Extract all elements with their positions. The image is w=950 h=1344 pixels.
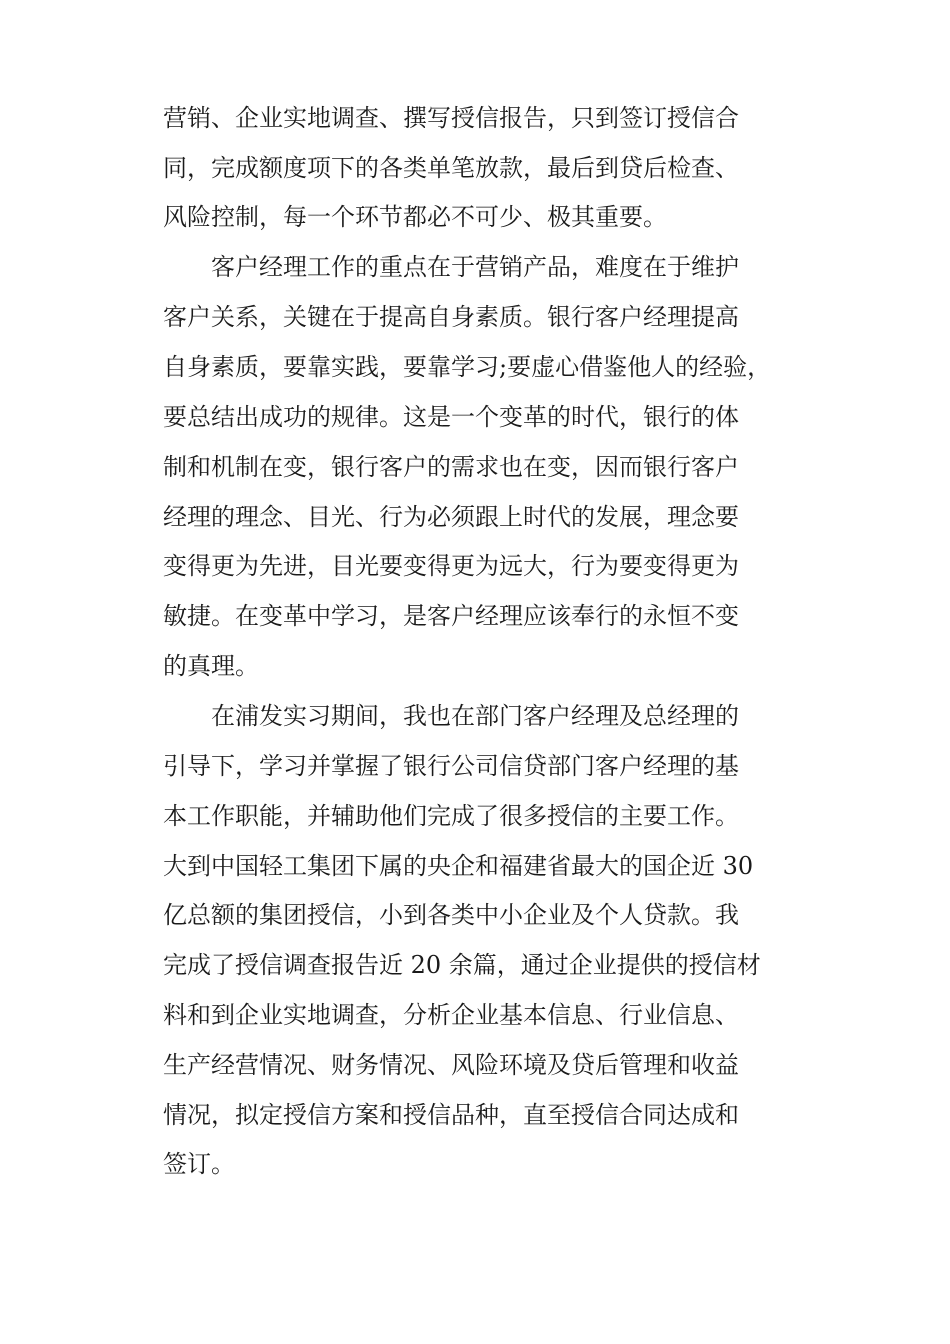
text-line: 自身素质，要靠实践，要靠学习;要虚心借鉴他人的经验， bbox=[163, 353, 772, 381]
text-line: 情况，拟定授信方案和授信品种，直至授信合同达成和 bbox=[163, 1101, 739, 1129]
paragraph-first-line: 客户经理工作的重点在于营销产品，难度在于维护 bbox=[163, 253, 739, 281]
paragraph-first-line: 在浦发实习期间，我也在部门客户经理及总经理的 bbox=[163, 702, 739, 730]
text-line: 制和机制在变，银行客户的需求也在变，因而银行客户 bbox=[163, 453, 739, 481]
text-line: 生产经营情况、财务情况、风险环境及贷后管理和收益 bbox=[163, 1051, 739, 1079]
text-line: 敏捷。在变革中学习，是客户经理应该奉行的永恒不变 bbox=[163, 602, 739, 630]
text-line: 签订。 bbox=[163, 1150, 235, 1178]
text-line: 要总结出成功的规律。这是一个变革的时代，银行的体 bbox=[163, 403, 739, 431]
text-line: 料和到企业实地调查，分析企业基本信息、行业信息、 bbox=[163, 1001, 739, 1029]
text-line: 引导下，学习并掌握了银行公司信贷部门客户经理的基 bbox=[163, 752, 739, 780]
text-line: 营销、企业实地调查、撰写授信报告，只到签订授信合 bbox=[163, 104, 739, 132]
text-line: 客户关系，关键在于提高自身素质。银行客户经理提高 bbox=[163, 303, 739, 331]
text-line: 的真理。 bbox=[163, 652, 259, 680]
text-line: 完成了授信调查报告近 20 余篇，通过企业提供的授信材 bbox=[163, 951, 761, 979]
text-line: 同，完成额度项下的各类单笔放款，最后到贷后检查、 bbox=[163, 154, 739, 182]
text-line: 变得更为先进，目光要变得更为远大，行为要变得更为 bbox=[163, 552, 739, 580]
text-line: 经理的理念、目光、行为必须跟上时代的发展，理念要 bbox=[163, 503, 739, 531]
text-line: 大到中国轻工集团下属的央企和福建省最大的国企近 30 bbox=[163, 852, 754, 880]
text-line: 本工作职能，并辅助他们完成了很多授信的主要工作。 bbox=[163, 802, 739, 830]
text-line: 亿总额的集团授信，小到各类中小企业及个人贷款。我 bbox=[163, 901, 739, 929]
text-line: 风险控制，每一个环节都必不可少、极其重要。 bbox=[163, 203, 667, 231]
